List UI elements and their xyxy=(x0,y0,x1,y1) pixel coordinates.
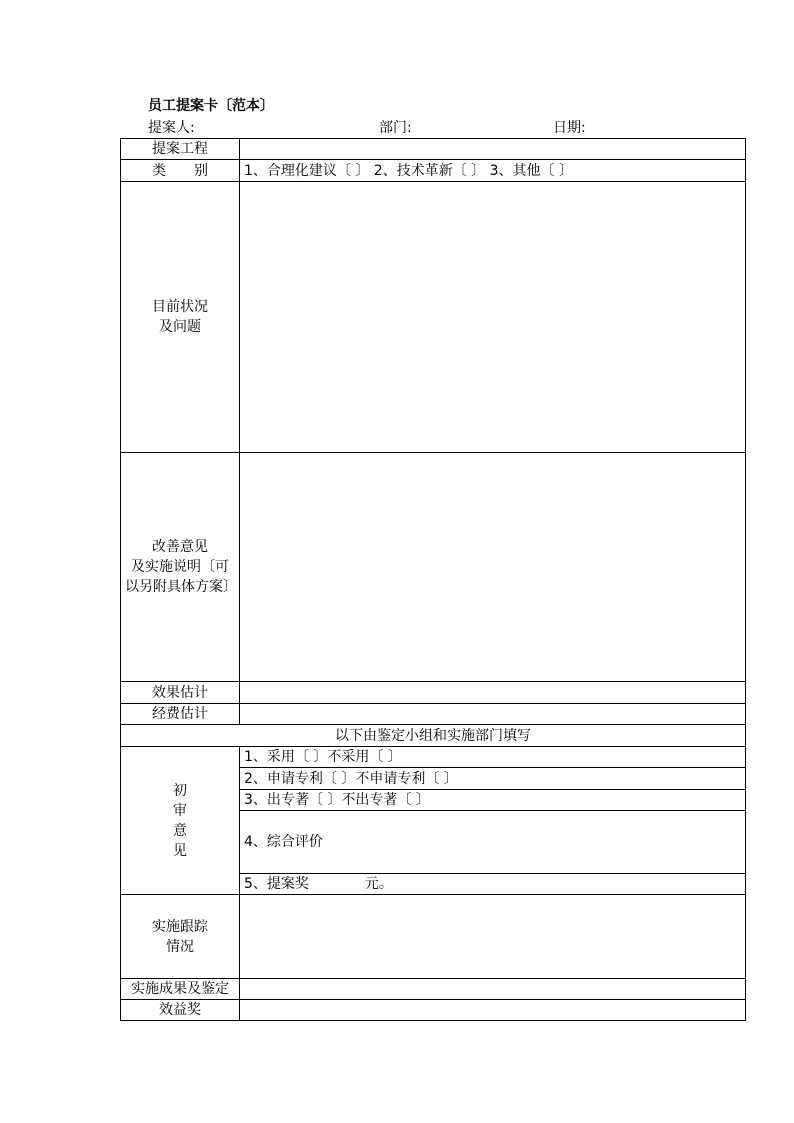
current-status-label-line2: 及问题 xyxy=(159,319,201,335)
category-options[interactable]: 1、合理化建议〔 〕 2、技术革新〔 〕 3、其他〔 〕 xyxy=(240,160,746,182)
improvement-label xyxy=(121,453,240,682)
improvement-label-line3: 以另附具体方案〕 xyxy=(125,579,237,595)
review-proposal-award[interactable] xyxy=(240,874,746,895)
benefit-award-field[interactable] xyxy=(240,1000,746,1021)
row-implementation-result xyxy=(121,979,746,1000)
implementation-result-label: 实施成果及鉴定 xyxy=(121,979,240,1000)
row-improvement xyxy=(121,453,746,682)
review-label-char1: 初 xyxy=(173,782,187,799)
implementation-result-field[interactable] xyxy=(240,979,746,1000)
project-label: 提案工程 xyxy=(121,139,240,160)
row-category xyxy=(121,160,746,182)
award-prefix: 5、提案奖 xyxy=(244,876,309,892)
date-label: 日期: xyxy=(553,120,586,136)
row-implementation-tracking xyxy=(121,895,746,979)
preliminary-review-label xyxy=(121,747,240,895)
review-adopt-option[interactable]: 1、采用〔 〕不采用〔 〕 xyxy=(240,747,746,768)
cost-estimate-field[interactable] xyxy=(240,704,746,725)
review-monograph-option[interactable]: 3、出专著〔 〕不出专著〔 〕 xyxy=(240,790,746,811)
review-overall-evaluation[interactable]: 4、综合评价 xyxy=(240,811,746,874)
implementation-tracking-label xyxy=(121,895,240,979)
effect-estimate-field[interactable] xyxy=(240,682,746,704)
row-benefit-award xyxy=(121,1000,746,1021)
row-review-item1 xyxy=(121,747,746,768)
category-label: 类 别 xyxy=(121,160,240,182)
row-section-header xyxy=(121,725,746,747)
current-status-label-line1: 目前状况 xyxy=(152,299,208,315)
review-patent-option[interactable]: 2、申请专利〔 〕不申请专利〔 〕 xyxy=(240,768,746,790)
improvement-field[interactable] xyxy=(240,453,746,682)
row-project xyxy=(121,139,746,160)
effect-estimate-label: 效果估计 xyxy=(121,682,240,704)
current-status-label xyxy=(121,182,240,453)
document-title: 员工提案卡〔范本〕 xyxy=(148,98,274,114)
proposal-form-table xyxy=(120,138,746,1021)
review-label-char2: 审 xyxy=(173,802,187,819)
tracking-label-line1: 实施跟踪 xyxy=(152,918,208,935)
improvement-label-line2: 及实施说明〔可 xyxy=(131,559,229,575)
proposer-label: 提案人: xyxy=(148,120,195,136)
award-suffix: 元。 xyxy=(364,876,393,892)
implementation-tracking-field[interactable] xyxy=(240,895,746,979)
review-label-char4: 见 xyxy=(173,842,187,859)
current-status-field[interactable] xyxy=(240,182,746,453)
row-effect-estimate xyxy=(121,682,746,704)
department-label: 部门: xyxy=(379,120,412,136)
row-current-status xyxy=(121,182,746,453)
section-header: 以下由鉴定小组和实施部门填写 xyxy=(121,725,746,747)
review-label-char3: 意 xyxy=(173,822,187,839)
improvement-label-line1: 改善意见 xyxy=(152,539,208,555)
project-field[interactable] xyxy=(240,139,746,160)
tracking-label-line2: 情况 xyxy=(166,938,194,955)
benefit-award-label: 效益奖 xyxy=(121,1000,240,1021)
cost-estimate-label: 经费估计 xyxy=(121,704,240,725)
row-cost-estimate xyxy=(121,704,746,725)
